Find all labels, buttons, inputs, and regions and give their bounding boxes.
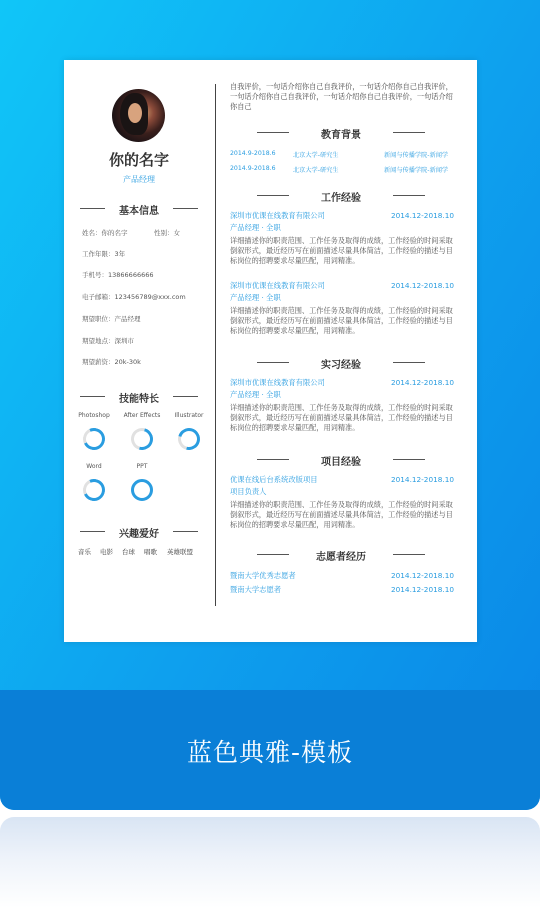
internship-description: 详细描述你的职责范围、工作任务及取得的成绩，工作经验的时间采取倒叙形式，最近经历写在前面描述尽量具体简洁，工作经验的描述与目标岗位的招聘要求尽量匹配，用词精准。 — [230, 403, 453, 432]
project-name: 优课在线后台系统改版项目 — [230, 475, 318, 484]
resume-name: 你的名字 — [108, 151, 169, 169]
project-date: 2014.12-2018.10 — [391, 475, 454, 484]
column-divider — [215, 84, 216, 606]
template-title[interactable]: 蓝色典雅-模板 — [186, 738, 354, 767]
skill-ppt-ring — [131, 479, 153, 501]
section-basic-info: 基本信息 — [80, 202, 198, 214]
self-evaluation: 自我评价，一句话介绍你自己自我评价，一句话介绍你自己自我评价，一句话介绍你自己自我评价，一句话介绍你自己自我评价，一句话介绍你自己 — [230, 82, 453, 111]
volunteer-date: 2014.12-2018.10 — [391, 571, 454, 580]
volunteer-name: 暨南大学志愿者 — [230, 585, 282, 594]
section-hobbies: 兴趣爱好 — [80, 525, 198, 537]
work-description: 详细描述你的职责范围、工作任务及取得的成绩，工作经验的时间采取倒叙形式，最近经历写在前面描述尽量具体简洁，工作经验的描述与目标岗位的招聘要求尽量匹配，用词精准。 — [230, 306, 453, 335]
info-location: 期望地点：深圳市 — [82, 337, 134, 345]
edu-school: 北京大学-研究生 — [293, 152, 339, 159]
card-reflection — [0, 817, 540, 908]
section-internship: 实习经验 — [257, 356, 425, 368]
hobby-item: 音乐 — [78, 548, 91, 556]
info-position: 期望职位：产品经理 — [82, 315, 141, 323]
skill-aftereffects-ring — [127, 424, 157, 454]
info-gender: 性别：女 — [154, 229, 180, 237]
skill-illustrator-ring — [174, 424, 204, 454]
section-volunteer: 志愿者经历 — [257, 548, 425, 560]
volunteer-name: 暨南大学优秀志愿者 — [230, 571, 296, 580]
project-title: 项目负责人 — [230, 487, 267, 496]
info-name: 姓名：你的名字 — [82, 229, 128, 237]
volunteer-date: 2014.12-2018.10 — [391, 585, 454, 594]
skill-illustrator-label: Illustrator — [174, 412, 204, 419]
skill-word-ring — [80, 476, 108, 504]
section-project: 项目经验 — [257, 453, 425, 465]
info-email: 电子邮箱：123456789@xxx.com — [82, 293, 186, 301]
info-years: 工作年限：3年 — [82, 250, 126, 258]
skill-ppt-label: PPT — [136, 463, 148, 470]
edu-date: 2014.9-2018.6 — [230, 165, 276, 172]
project-description: 详细描述你的职责范围、工作任务及取得的成绩，工作经验的时间采取倒叙形式，最近经历写在前面描述尽量具体简洁，工作经验的描述与目标岗位的招聘要求尽量匹配，用词精准。 — [230, 500, 453, 529]
section-skills: 技能特长 — [80, 390, 198, 402]
edu-school: 北京大学-研究生 — [293, 167, 339, 174]
info-phone: 手机号：13866666666 — [82, 271, 154, 279]
hobby-item: 英雄联盟 — [167, 548, 193, 556]
work-company: 深圳市优课在线教育有限公司 — [230, 211, 325, 220]
hobby-item: 唱歌 — [144, 548, 157, 556]
work-title: 产品经理 · 全职 — [230, 293, 281, 302]
resume-preview — [64, 60, 477, 642]
edu-major: 新闻与传播学院-新闻学 — [384, 152, 449, 159]
avatar — [112, 89, 165, 142]
work-date: 2014.12-2018.10 — [391, 281, 454, 290]
work-description: 详细描述你的职责范围、工作任务及取得的成绩，工作经验的时间采取倒叙形式，最近经历写在前面描述尽量具体简洁，工作经验的描述与目标岗位的招聘要求尽量匹配，用词精准。 — [230, 236, 453, 265]
info-salary: 期望薪资：20k-30k — [82, 358, 141, 366]
skill-photoshop-label: Photoshop — [78, 412, 110, 419]
skill-aftereffects-label: After Effects — [123, 412, 161, 419]
hobby-item: 电影 — [100, 548, 113, 556]
hobby-item: 台球 — [122, 548, 135, 556]
internship-date: 2014.12-2018.10 — [391, 378, 454, 387]
skill-photoshop-ring — [80, 425, 108, 453]
work-date: 2014.12-2018.10 — [391, 211, 454, 220]
work-company: 深圳市优课在线教育有限公司 — [230, 281, 325, 290]
skill-word-label: Word — [86, 463, 102, 470]
resume-role: 产品经理 — [123, 175, 155, 184]
internship-title: 产品经理 · 全职 — [230, 390, 281, 399]
edu-major: 新闻与传播学院-新闻学 — [384, 167, 449, 174]
section-education: 教育背景 — [257, 126, 425, 138]
internship-company: 深圳市优课在线教育有限公司 — [230, 378, 325, 387]
section-work: 工作经验 — [257, 189, 425, 201]
edu-date: 2014.9-2018.6 — [230, 150, 276, 157]
work-title: 产品经理 · 全职 — [230, 223, 281, 232]
